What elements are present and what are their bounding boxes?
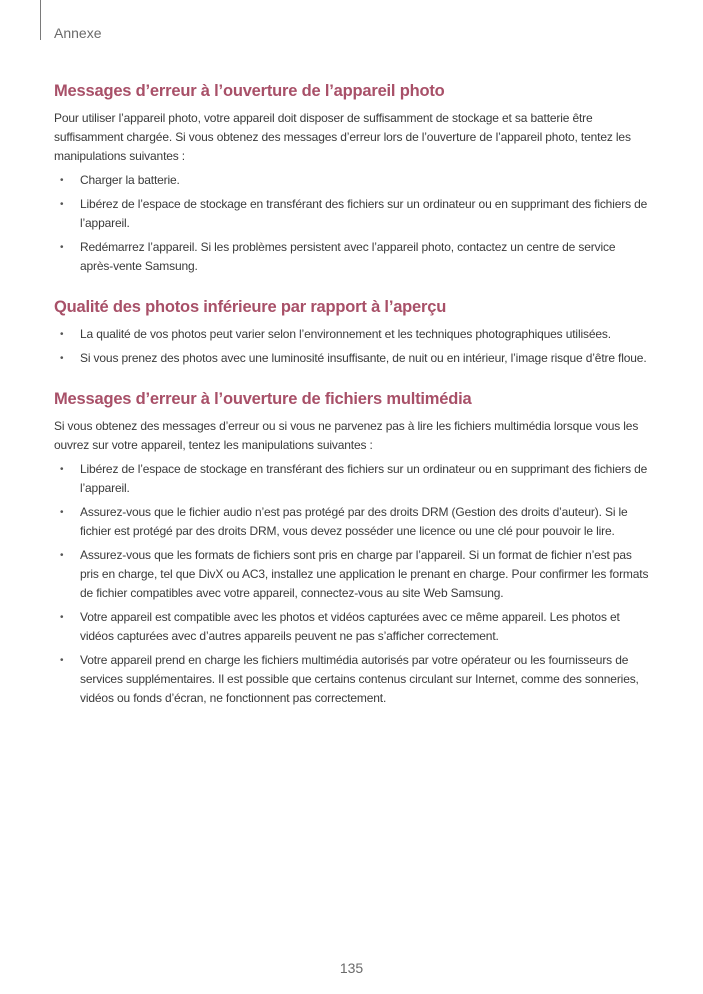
bullet-icon: • <box>60 612 64 623</box>
bullet-icon: • <box>60 329 64 340</box>
list-item <box>54 171 650 190</box>
section-media-errors <box>54 390 650 708</box>
list-item <box>54 546 650 603</box>
bullet-icon: • <box>60 199 64 210</box>
bullet-icon: • <box>60 464 64 475</box>
list-item <box>54 238 650 276</box>
list-item <box>54 325 650 344</box>
list-item <box>54 503 650 541</box>
list-item-text: Assurez-vous que les formats de fichiers sont pris en charge par l’appareil. Si un format de fichier n’est pas pris en charge, tel que DivX ou AC3, installez une application le prenant en charge. Pour confirmer les formats de fichier compatibles avec votre appareil, connectez-vous au site Web Samsung. <box>80 548 649 600</box>
section-title: Messages d’erreur à l’ouverture de fichiers multimédia <box>54 390 472 408</box>
list-item-text: Redémarrez l’appareil. Si les problèmes persistent avec l’appareil photo, contactez un centre de service après-vente Samsung. <box>80 240 616 273</box>
bullet-list <box>54 325 650 368</box>
list-item-text: Votre appareil est compatible avec les photos et vidéos capturées avec ce même appareil. Les photos et vidéos capturées avec d’autres appareils peuvent ne pas s’afficher correctement. <box>80 610 620 643</box>
bullet-list <box>54 460 650 708</box>
section-intro: Pour utiliser l’appareil photo, votre appareil doit disposer de suffisamment de stockage et sa batterie être suffisamment chargée. Si vous obtenez des messages d’erreur lors de l’ouverture de l’appareil photo, tentez les manipulations suivantes : <box>54 111 631 163</box>
bullet-icon: • <box>60 175 64 186</box>
bullet-icon: • <box>60 242 64 253</box>
list-item-text: Assurez-vous que le fichier audio n’est pas protégé par des droits DRM (Gestion des droits d’auteur). Si le fichier est protégé par des droits DRM, vous devez posséder une licence ou une clé pour pouvoir le lire. <box>80 505 628 538</box>
margin-rule <box>40 0 41 40</box>
bullet-icon: • <box>60 550 64 561</box>
list-item-text: Charger la batterie. <box>80 173 180 187</box>
list-item <box>54 608 650 646</box>
page-number: 135 <box>339 960 364 976</box>
bullet-list <box>54 171 650 276</box>
section-camera-errors <box>54 82 650 276</box>
section-title: Messages d’erreur à l’ouverture de l’appareil photo <box>54 82 445 100</box>
list-item <box>54 651 650 708</box>
bullet-icon: • <box>60 507 64 518</box>
section-title: Qualité des photos inférieure par rapport à l’aperçu <box>54 298 447 316</box>
list-item-text: Votre appareil prend en charge les fichiers multimédia autorisés par votre opérateur ou les fournisseurs de services supplémentaires. Il est possible que certains contenus circulant sur Internet, comme des sonneries, vidéos ou fonds d’écran, ne fonctionnent pas correctement. <box>80 653 639 705</box>
list-item-text: La qualité de vos photos peut varier selon l’environnement et les techniques photographiques utilisées. <box>80 327 611 341</box>
list-item-text: Libérez de l’espace de stockage en transférant des fichiers sur un ordinateur ou en supprimant des fichiers de l’appareil. <box>80 462 648 495</box>
list-item-text: Libérez de l’espace de stockage en transférant des fichiers sur un ordinateur ou en supprimant des fichiers de l’appareil. <box>80 197 648 230</box>
section-photo-quality <box>54 298 650 368</box>
list-item <box>54 349 650 368</box>
bullet-icon: • <box>60 655 64 666</box>
section-intro: Si vous obtenez des messages d’erreur ou si vous ne parvenez pas à lire les fichiers multimédia lorsque vous les ouvrez sur votre appareil, tentez les manipulations suivantes : <box>54 419 639 452</box>
running-head: Annexe <box>54 25 102 41</box>
list-item <box>54 195 650 233</box>
list-item-text: Si vous prenez des photos avec une luminosité insuffisante, de nuit ou en intérieur, l’image risque d’être floue. <box>80 351 647 365</box>
page-content <box>54 82 650 730</box>
bullet-icon: • <box>60 353 64 364</box>
list-item <box>54 460 650 498</box>
